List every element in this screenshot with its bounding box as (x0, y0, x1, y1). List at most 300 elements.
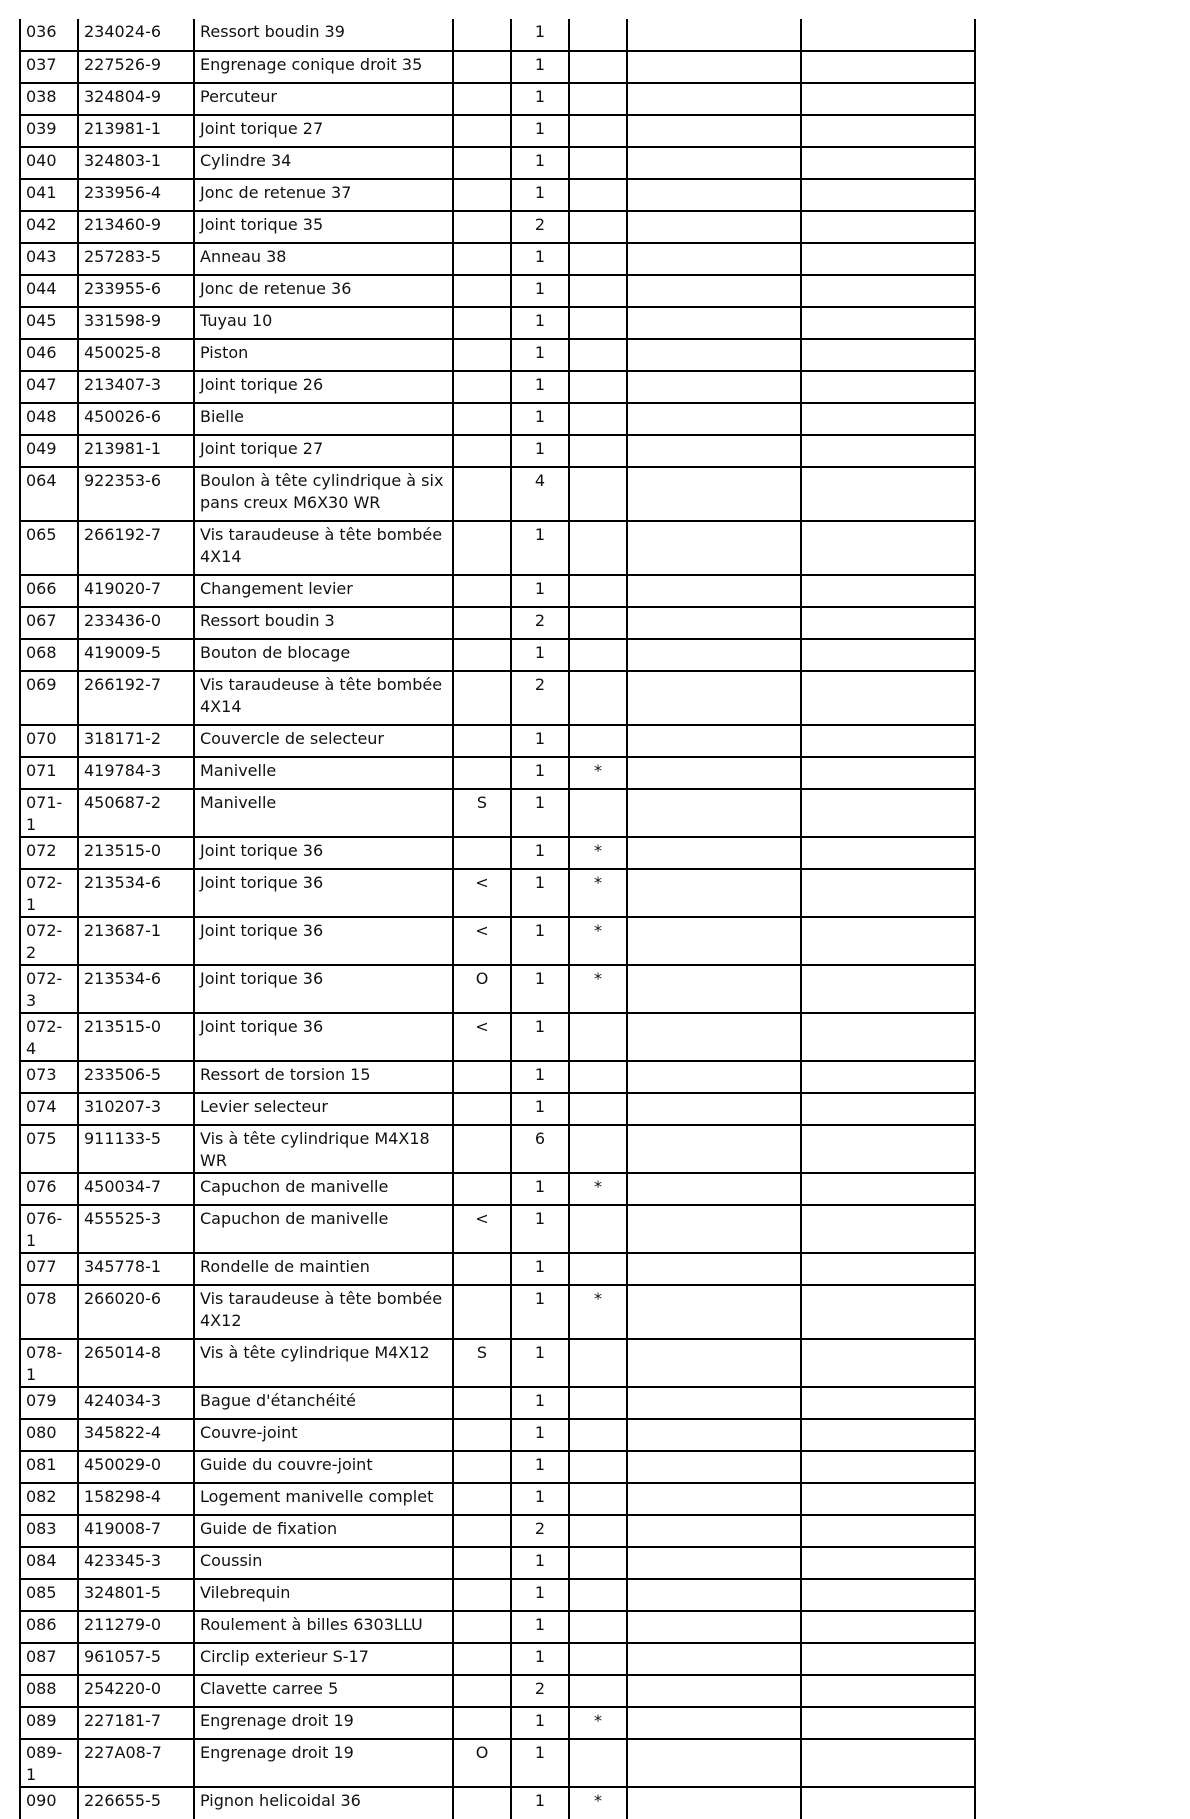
empty-cell (627, 1643, 801, 1675)
part-code (453, 1547, 511, 1579)
part-description: Cylindre 34 (194, 147, 453, 179)
part-code (453, 1419, 511, 1451)
empty-cell (801, 339, 975, 371)
part-description: Jonc de retenue 37 (194, 179, 453, 211)
empty-cell (801, 575, 975, 607)
table-row (20, 1611, 975, 1643)
part-reference: 233506-5 (78, 1061, 194, 1093)
empty-cell (627, 1787, 801, 1819)
empty-cell (801, 1547, 975, 1579)
part-note: * (569, 965, 627, 1013)
table-row (20, 307, 975, 339)
empty-cell (627, 1205, 801, 1253)
part-code (453, 1787, 511, 1819)
empty-cell (801, 1253, 975, 1285)
empty-cell (627, 1387, 801, 1419)
table-row (20, 1707, 975, 1739)
part-code (453, 83, 511, 115)
part-description: Engrenage droit 19 (194, 1707, 453, 1739)
part-description: Bielle (194, 403, 453, 435)
part-note (569, 1483, 627, 1515)
part-description: Couvre-joint (194, 1419, 453, 1451)
part-quantity: 2 (511, 671, 569, 725)
empty-cell (627, 83, 801, 115)
part-description: Bouton de blocage (194, 639, 453, 671)
part-description: Jonc de retenue 36 (194, 275, 453, 307)
table-row (20, 639, 975, 671)
empty-cell (801, 1579, 975, 1611)
part-code: < (453, 917, 511, 965)
part-description: Ressort boudin 39 (194, 19, 453, 51)
part-code: O (453, 965, 511, 1013)
table-row (20, 837, 975, 869)
part-note (569, 307, 627, 339)
part-quantity: 1 (511, 757, 569, 789)
part-description: Percuteur (194, 83, 453, 115)
part-note (569, 19, 627, 51)
empty-cell (627, 1483, 801, 1515)
part-quantity: 1 (511, 521, 569, 575)
empty-cell (627, 1253, 801, 1285)
item-number: 066 (20, 575, 78, 607)
empty-cell (627, 211, 801, 243)
item-number: 072 (20, 837, 78, 869)
empty-cell (627, 147, 801, 179)
table-row (20, 521, 975, 575)
part-reference: 158298-4 (78, 1483, 194, 1515)
part-reference: 266192-7 (78, 521, 194, 575)
table-row (20, 1387, 975, 1419)
part-quantity: 1 (511, 1419, 569, 1451)
item-number: 038 (20, 83, 78, 115)
part-quantity: 2 (511, 211, 569, 243)
part-quantity: 1 (511, 243, 569, 275)
empty-cell (801, 1205, 975, 1253)
table-row (20, 1787, 975, 1819)
part-reference: 961057-5 (78, 1643, 194, 1675)
table-row (20, 147, 975, 179)
parts-table (19, 19, 976, 1819)
table-row (20, 1285, 975, 1339)
part-note (569, 179, 627, 211)
part-description: Capuchon de manivelle (194, 1205, 453, 1253)
part-description: Joint torique 36 (194, 965, 453, 1013)
item-number: 064 (20, 467, 78, 521)
parts-table-body (20, 19, 975, 1819)
part-note (569, 1205, 627, 1253)
part-description: Tuyau 10 (194, 307, 453, 339)
item-number: 084 (20, 1547, 78, 1579)
part-note (569, 725, 627, 757)
item-number: 079 (20, 1387, 78, 1419)
part-quantity: 1 (511, 1285, 569, 1339)
part-note (569, 1013, 627, 1061)
part-description: Coussin (194, 1547, 453, 1579)
item-number: 045 (20, 307, 78, 339)
part-quantity: 1 (511, 965, 569, 1013)
part-code (453, 1285, 511, 1339)
part-description: Levier selecteur (194, 1093, 453, 1125)
table-row (20, 965, 975, 1013)
empty-cell (801, 275, 975, 307)
part-reference: 213981-1 (78, 115, 194, 147)
part-note (569, 435, 627, 467)
part-reference: 227181-7 (78, 1707, 194, 1739)
part-reference: 233956-4 (78, 179, 194, 211)
part-description: Vilebrequin (194, 1579, 453, 1611)
part-quantity: 1 (511, 837, 569, 869)
part-quantity: 1 (511, 83, 569, 115)
part-note (569, 1125, 627, 1173)
part-description: Pignon helicoidal 36 (194, 1787, 453, 1819)
empty-cell (801, 837, 975, 869)
part-note (569, 275, 627, 307)
part-code: < (453, 869, 511, 917)
part-reference: 419784-3 (78, 757, 194, 789)
empty-cell (627, 639, 801, 671)
part-description: Bague d'étanchéité (194, 1387, 453, 1419)
item-number: 041 (20, 179, 78, 211)
empty-cell (627, 1093, 801, 1125)
part-description: Boulon à tête cylindrique à six pans creux M6X30 WR (194, 467, 453, 521)
part-reference: 211279-0 (78, 1611, 194, 1643)
part-code (453, 1611, 511, 1643)
part-note (569, 1739, 627, 1787)
part-note (569, 243, 627, 275)
table-row (20, 1339, 975, 1387)
table-row (20, 211, 975, 243)
part-note (569, 339, 627, 371)
empty-cell (627, 339, 801, 371)
part-quantity: 1 (511, 1787, 569, 1819)
part-note (569, 521, 627, 575)
part-note (569, 147, 627, 179)
empty-cell (801, 1515, 975, 1547)
empty-cell (627, 1707, 801, 1739)
part-quantity: 2 (511, 1515, 569, 1547)
empty-cell (801, 371, 975, 403)
part-reference: 265014-8 (78, 1339, 194, 1387)
part-note (569, 1579, 627, 1611)
part-note (569, 607, 627, 639)
part-reference: 419009-5 (78, 639, 194, 671)
part-quantity: 1 (511, 19, 569, 51)
table-row (20, 339, 975, 371)
table-row (20, 1483, 975, 1515)
part-description: Changement levier (194, 575, 453, 607)
part-reference: 345778-1 (78, 1253, 194, 1285)
part-reference: 226655-5 (78, 1787, 194, 1819)
part-quantity: 1 (511, 1387, 569, 1419)
table-row (20, 371, 975, 403)
table-row (20, 1013, 975, 1061)
part-quantity: 1 (511, 1339, 569, 1387)
item-number: 039 (20, 115, 78, 147)
empty-cell (801, 1451, 975, 1483)
part-note (569, 671, 627, 725)
empty-cell (627, 1125, 801, 1173)
part-reference: 911133-5 (78, 1125, 194, 1173)
part-code (453, 725, 511, 757)
part-quantity: 1 (511, 147, 569, 179)
part-description: Engrenage droit 19 (194, 1739, 453, 1787)
item-number: 072-2 (20, 917, 78, 965)
item-number: 071 (20, 757, 78, 789)
part-description: Logement manivelle complet (194, 1483, 453, 1515)
part-quantity: 1 (511, 1451, 569, 1483)
part-note (569, 789, 627, 837)
part-quantity: 1 (511, 869, 569, 917)
empty-cell (627, 607, 801, 639)
part-note: * (569, 1707, 627, 1739)
empty-cell (801, 1173, 975, 1205)
empty-cell (801, 211, 975, 243)
empty-cell (627, 1739, 801, 1787)
part-note: * (569, 1173, 627, 1205)
part-reference: 234024-6 (78, 19, 194, 51)
item-number: 087 (20, 1643, 78, 1675)
part-description: Ressort de torsion 15 (194, 1061, 453, 1093)
table-row (20, 1125, 975, 1173)
part-code (453, 639, 511, 671)
empty-cell (627, 1173, 801, 1205)
part-reference: 324804-9 (78, 83, 194, 115)
table-row (20, 917, 975, 965)
part-note (569, 1451, 627, 1483)
table-row (20, 1419, 975, 1451)
empty-cell (801, 1387, 975, 1419)
part-description: Ressort boudin 3 (194, 607, 453, 639)
part-reference: 423345-3 (78, 1547, 194, 1579)
part-reference: 424034-3 (78, 1387, 194, 1419)
part-description: Engrenage conique droit 35 (194, 51, 453, 83)
empty-cell (627, 837, 801, 869)
empty-cell (801, 1643, 975, 1675)
empty-cell (627, 725, 801, 757)
part-code: S (453, 789, 511, 837)
part-description: Capuchon de manivelle (194, 1173, 453, 1205)
part-description: Joint torique 36 (194, 917, 453, 965)
item-number: 072-4 (20, 1013, 78, 1061)
empty-cell (801, 403, 975, 435)
part-code (453, 211, 511, 243)
part-description: Vis à tête cylindrique M4X18 WR (194, 1125, 453, 1173)
part-quantity: 2 (511, 1675, 569, 1707)
table-row (20, 869, 975, 917)
empty-cell (801, 179, 975, 211)
part-code (453, 1451, 511, 1483)
empty-cell (801, 435, 975, 467)
empty-cell (627, 869, 801, 917)
empty-cell (627, 467, 801, 521)
part-description: Circlip exterieur S-17 (194, 1643, 453, 1675)
part-description: Guide du couvre-joint (194, 1451, 453, 1483)
part-note (569, 1611, 627, 1643)
empty-cell (801, 83, 975, 115)
part-code (453, 243, 511, 275)
empty-cell (801, 1675, 975, 1707)
table-row (20, 1515, 975, 1547)
part-description: Vis à tête cylindrique M4X12 (194, 1339, 453, 1387)
empty-cell (627, 1061, 801, 1093)
part-code (453, 1253, 511, 1285)
empty-cell (627, 575, 801, 607)
empty-cell (627, 403, 801, 435)
part-code (453, 275, 511, 307)
part-quantity: 1 (511, 307, 569, 339)
part-quantity: 1 (511, 1061, 569, 1093)
part-code (453, 575, 511, 607)
item-number: 090 (20, 1787, 78, 1819)
part-quantity: 1 (511, 725, 569, 757)
part-note (569, 1387, 627, 1419)
empty-cell (627, 1547, 801, 1579)
empty-cell (801, 307, 975, 339)
part-code: S (453, 1339, 511, 1387)
empty-cell (627, 965, 801, 1013)
part-quantity: 1 (511, 403, 569, 435)
empty-cell (627, 1419, 801, 1451)
part-description: Joint torique 26 (194, 371, 453, 403)
empty-cell (801, 147, 975, 179)
part-code (453, 435, 511, 467)
part-description: Vis taraudeuse à tête bombée 4X12 (194, 1285, 453, 1339)
part-note (569, 211, 627, 243)
item-number: 077 (20, 1253, 78, 1285)
part-reference: 922353-6 (78, 467, 194, 521)
part-quantity: 1 (511, 371, 569, 403)
part-code (453, 1125, 511, 1173)
empty-cell (627, 275, 801, 307)
part-code (453, 1675, 511, 1707)
item-number: 089-1 (20, 1739, 78, 1787)
empty-cell (801, 1483, 975, 1515)
part-quantity: 1 (511, 1253, 569, 1285)
item-number: 088 (20, 1675, 78, 1707)
empty-cell (627, 435, 801, 467)
part-note: * (569, 869, 627, 917)
table-row (20, 1093, 975, 1125)
table-row (20, 1739, 975, 1787)
empty-cell (801, 671, 975, 725)
item-number: 043 (20, 243, 78, 275)
part-quantity: 1 (511, 1483, 569, 1515)
part-reference: 213534-6 (78, 965, 194, 1013)
table-row (20, 1253, 975, 1285)
part-reference: 324803-1 (78, 147, 194, 179)
part-note (569, 1253, 627, 1285)
part-quantity: 1 (511, 51, 569, 83)
empty-cell (627, 1013, 801, 1061)
part-code (453, 1707, 511, 1739)
part-quantity: 1 (511, 179, 569, 211)
part-code: O (453, 1739, 511, 1787)
empty-cell (627, 371, 801, 403)
part-quantity: 1 (511, 275, 569, 307)
part-code (453, 837, 511, 869)
part-reference: 213687-1 (78, 917, 194, 965)
empty-cell (801, 869, 975, 917)
empty-cell (801, 917, 975, 965)
part-description: Joint torique 36 (194, 1013, 453, 1061)
item-number: 085 (20, 1579, 78, 1611)
part-note (569, 575, 627, 607)
part-note (569, 83, 627, 115)
part-reference: 227526-9 (78, 51, 194, 83)
item-number: 037 (20, 51, 78, 83)
part-description: Rondelle de maintien (194, 1253, 453, 1285)
part-note (569, 639, 627, 671)
part-description: Joint torique 27 (194, 435, 453, 467)
part-code (453, 179, 511, 211)
part-quantity: 1 (511, 1205, 569, 1253)
part-reference: 331598-9 (78, 307, 194, 339)
item-number: 078 (20, 1285, 78, 1339)
part-description: Guide de fixation (194, 1515, 453, 1547)
part-reference: 310207-3 (78, 1093, 194, 1125)
item-number: 076-1 (20, 1205, 78, 1253)
item-number: 080 (20, 1419, 78, 1451)
part-quantity: 1 (511, 1093, 569, 1125)
item-number: 040 (20, 147, 78, 179)
part-description: Manivelle (194, 757, 453, 789)
empty-cell (627, 1515, 801, 1547)
empty-cell (627, 243, 801, 275)
part-quantity: 1 (511, 917, 569, 965)
item-number: 082 (20, 1483, 78, 1515)
part-quantity: 1 (511, 789, 569, 837)
part-code (453, 1483, 511, 1515)
part-description: Anneau 38 (194, 243, 453, 275)
part-quantity: 1 (511, 1173, 569, 1205)
part-note (569, 467, 627, 521)
part-reference: 345822-4 (78, 1419, 194, 1451)
empty-cell (627, 1339, 801, 1387)
empty-cell (627, 521, 801, 575)
empty-cell (801, 607, 975, 639)
part-reference: 213407-3 (78, 371, 194, 403)
table-row (20, 1547, 975, 1579)
empty-cell (801, 1611, 975, 1643)
part-reference: 450025-8 (78, 339, 194, 371)
table-row (20, 403, 975, 435)
part-note: * (569, 917, 627, 965)
part-note (569, 1419, 627, 1451)
item-number: 081 (20, 1451, 78, 1483)
part-note: * (569, 1285, 627, 1339)
item-number: 072-3 (20, 965, 78, 1013)
part-description: Roulement à billes 6303LLU (194, 1611, 453, 1643)
empty-cell (801, 51, 975, 83)
part-quantity: 4 (511, 467, 569, 521)
empty-cell (627, 115, 801, 147)
item-number: 071-1 (20, 789, 78, 837)
part-code: < (453, 1013, 511, 1061)
part-quantity: 1 (511, 1643, 569, 1675)
part-reference: 233436-0 (78, 607, 194, 639)
part-reference: 450687-2 (78, 789, 194, 837)
part-quantity: 1 (511, 1739, 569, 1787)
part-code (453, 1173, 511, 1205)
part-quantity: 1 (511, 435, 569, 467)
empty-cell (801, 19, 975, 51)
part-note (569, 1339, 627, 1387)
item-number: 072-1 (20, 869, 78, 917)
empty-cell (801, 467, 975, 521)
part-quantity: 1 (511, 639, 569, 671)
table-row (20, 1643, 975, 1675)
part-note (569, 1093, 627, 1125)
